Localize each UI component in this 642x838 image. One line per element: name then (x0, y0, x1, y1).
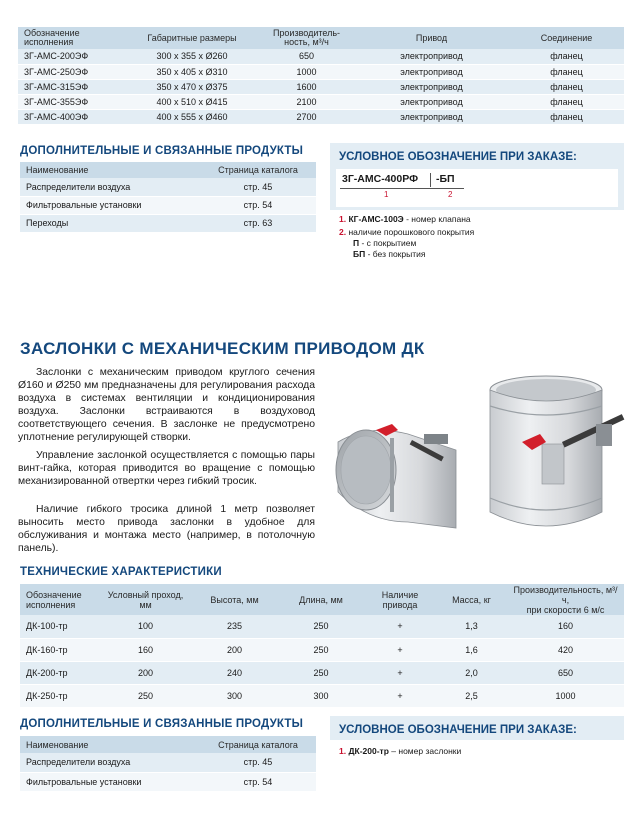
table-cell: 2100 (259, 94, 354, 109)
table-cell: 420 (507, 638, 624, 661)
table-cell: 300 (278, 684, 364, 707)
table-row (20, 638, 624, 661)
table-row (18, 94, 624, 109)
legend-item-1 (339, 214, 471, 225)
table-row (20, 615, 624, 638)
table-cell: фланец (509, 64, 624, 79)
legend-code: ДК-200-тр (348, 746, 389, 756)
order-code-legend (330, 740, 624, 764)
legend-text: – номер заслонки (388, 746, 462, 756)
table-cell: 250 (100, 684, 191, 707)
table-cell: 1,6 (436, 638, 507, 661)
table-cell: 3Г-АМС-250ЭФ (18, 64, 125, 79)
col-header: Условный проход, мм (100, 584, 191, 615)
table-cell: ДК-160-тр (20, 638, 100, 661)
table-cell: ДК-100-тр (20, 615, 100, 638)
description-paragraph: Управление заслонкой осуществляется с помощью пары винт-гайка, которая приводится во вращение с помощью механизированной отвертки через гибкий тросик. (18, 450, 315, 487)
col-header: Производительность, м³/ч, при скорости 6 м/с (507, 584, 624, 615)
table-row (18, 109, 624, 124)
legend-text: - с покрытием (359, 238, 417, 248)
table-cell: 400 х 555 х Ø460 (125, 109, 259, 124)
table-cell: + (364, 661, 436, 684)
table-cell: Фильтровальные установки (20, 196, 200, 214)
table-cell: 2,0 (436, 661, 507, 684)
table-cell: фланец (509, 79, 624, 94)
order-code-title: УСЛОВНОЕ ОБОЗНАЧЕНИЕ ПРИ ЗАКАЗЕ: (339, 724, 577, 736)
table-cell: 400 х 510 х Ø415 (125, 94, 259, 109)
table-cell: + (364, 638, 436, 661)
legend-text: - без покрытия (365, 249, 426, 259)
related-products-table (20, 736, 316, 792)
table-cell: электропривод (354, 64, 509, 79)
table-row (18, 64, 624, 79)
table-row (20, 196, 316, 214)
col-header: Высота, мм (191, 584, 278, 615)
table-cell: 1600 (259, 79, 354, 94)
col-header: Страница каталога (200, 162, 316, 178)
table-row (20, 661, 624, 684)
order-code-part-b: -БП (436, 173, 455, 185)
table-cell: 2700 (259, 109, 354, 124)
table-cell: ДК-250-тр (20, 684, 100, 707)
table-cell: Фильтровальные установки (20, 772, 200, 791)
table-cell: электропривод (354, 79, 509, 94)
table-cell: фланец (509, 109, 624, 124)
table-cell: 160 (507, 615, 624, 638)
table-cell: 3Г-АМС-315ЭФ (18, 79, 125, 94)
legend-code: П (353, 238, 360, 248)
table-cell: 650 (259, 49, 354, 64)
col-header: Наличие привода (364, 584, 436, 615)
table-cell: фланец (509, 94, 624, 109)
related-products-table (20, 162, 316, 233)
col-header: Соединение (509, 27, 624, 49)
code-index-1: 1 (384, 190, 389, 199)
code-index-2: 2 (448, 190, 453, 199)
table-cell: + (364, 684, 436, 707)
table-cell: 100 (100, 615, 191, 638)
order-code-box (330, 716, 624, 764)
table-cell: электропривод (354, 94, 509, 109)
table-cell: 350 х 470 х Ø375 (125, 79, 259, 94)
page-ref: стр. 45 (200, 753, 316, 772)
table-cell: 300 х 355 х Ø260 (125, 49, 259, 64)
col-header: Обозначение исполнения (18, 27, 125, 49)
table-cell: 350 х 405 х Ø310 (125, 64, 259, 79)
col-header: Производитель- ность, м³/ч (259, 27, 354, 49)
damper-right (490, 376, 624, 526)
code-underline (340, 188, 464, 189)
table-cell: 3Г-АМС-200ЭФ (18, 49, 125, 64)
table-cell: 200 (191, 638, 278, 661)
table-row (18, 79, 624, 94)
damper-left (336, 424, 456, 528)
table-cell: 235 (191, 615, 278, 638)
table-row (20, 214, 316, 232)
description-paragraph: Наличие гибкого тросика длиной 1 метр позволяет выносить место привода заслонки в удобное для обслуживания и монтажа место (например, в потолочную панель). (18, 504, 315, 554)
col-header: Страница каталога (200, 736, 316, 753)
tech-specs-table (20, 584, 624, 708)
table-cell: 1000 (507, 684, 624, 707)
order-code-title: УСЛОВНОЕ ОБОЗНАЧЕНИЕ ПРИ ЗАКАЗЕ: (339, 151, 577, 163)
table-row (20, 772, 316, 791)
order-code-legend (330, 210, 624, 267)
table-cell: 3Г-АМС-400ЭФ (18, 109, 125, 124)
order-code-box (330, 143, 624, 267)
table-cell: 1,3 (436, 615, 507, 638)
col-header: Наименование (20, 736, 200, 753)
related-products-title: ДОПОЛНИТЕЛЬНЫЕ И СВЯЗАННЫЕ ПРОДУКТЫ (20, 718, 304, 730)
legend-item-1 (339, 746, 461, 757)
table-cell: Переходы (20, 214, 200, 232)
order-code-example (336, 169, 618, 207)
table-cell: Распределители воздуха (20, 178, 200, 196)
related-products-title: ДОПОЛНИТЕЛЬНЫЕ И СВЯЗАННЫЕ ПРОДУКТЫ (20, 145, 304, 157)
table-cell: 240 (191, 661, 278, 684)
legend-code: КГ-АМС-100Э (348, 214, 404, 224)
col-header: Привод (354, 27, 509, 49)
legend-text: - номер клапана (403, 214, 471, 224)
page-ref: стр. 54 (200, 196, 316, 214)
col-header: Обозначение исполнения (20, 584, 100, 615)
table-cell: 650 (507, 661, 624, 684)
table-cell: + (364, 615, 436, 638)
table-cell: 250 (278, 661, 364, 684)
legend-number: 1. (339, 214, 347, 224)
legend-item-2 (339, 227, 474, 260)
table-cell: 3Г-АМС-355ЭФ (18, 94, 125, 109)
description-paragraph: Заслонки с механическим приводом круглого сечения Ø160 и Ø250 мм предназначены для регулирования расхода воздуха в системах вентиляции и кондиционирования воздуха. Заслонки встраиваются в воздуховод соответствующего сечения. В заслонке не предусмотрено уплотнение регулирующей створки. (18, 367, 315, 443)
order-code-part-a: 3Г-АМС-400РФ (342, 173, 419, 185)
col-header: Габаритные размеры (125, 27, 259, 49)
table-cell: 160 (100, 638, 191, 661)
table-cell: 2,5 (436, 684, 507, 707)
legend-number: 2. (339, 227, 347, 237)
tech-specs-title: ТЕХНИЧЕСКИЕ ХАРАКТЕРИСТИКИ (20, 566, 222, 578)
col-header: Длина, мм (278, 584, 364, 615)
section-title: ЗАСЛОНКИ С МЕХАНИЧЕСКИМ ПРИВОДОМ ДК (20, 339, 425, 358)
table-cell: фланец (509, 49, 624, 64)
table-row (20, 753, 316, 772)
table-cell: 1000 (259, 64, 354, 79)
table-row (20, 178, 316, 196)
table-cell: 200 (100, 661, 191, 684)
damper-product-image (328, 372, 628, 542)
legend-code: БП (353, 249, 366, 259)
page-ref: стр. 63 (200, 214, 316, 232)
table-cell: 250 (278, 615, 364, 638)
table-cell: 250 (278, 638, 364, 661)
legend-number: 1. (339, 746, 347, 756)
table-cell: ДК-200-тр (20, 661, 100, 684)
legend-text: наличие порошкового покрытия (348, 227, 475, 237)
page-ref: стр. 45 (200, 178, 316, 196)
table-row (18, 49, 624, 64)
table-row (20, 684, 624, 707)
page-ref: стр. 54 (200, 772, 316, 791)
table-cell: электропривод (354, 49, 509, 64)
table-cell: электропривод (354, 109, 509, 124)
table-cell: 300 (191, 684, 278, 707)
code-divider (430, 173, 431, 187)
col-header: Масса, кг (436, 584, 507, 615)
top-spec-table (18, 27, 624, 125)
table-cell: Распределители воздуха (20, 753, 200, 772)
col-header: Наименование (20, 162, 200, 178)
